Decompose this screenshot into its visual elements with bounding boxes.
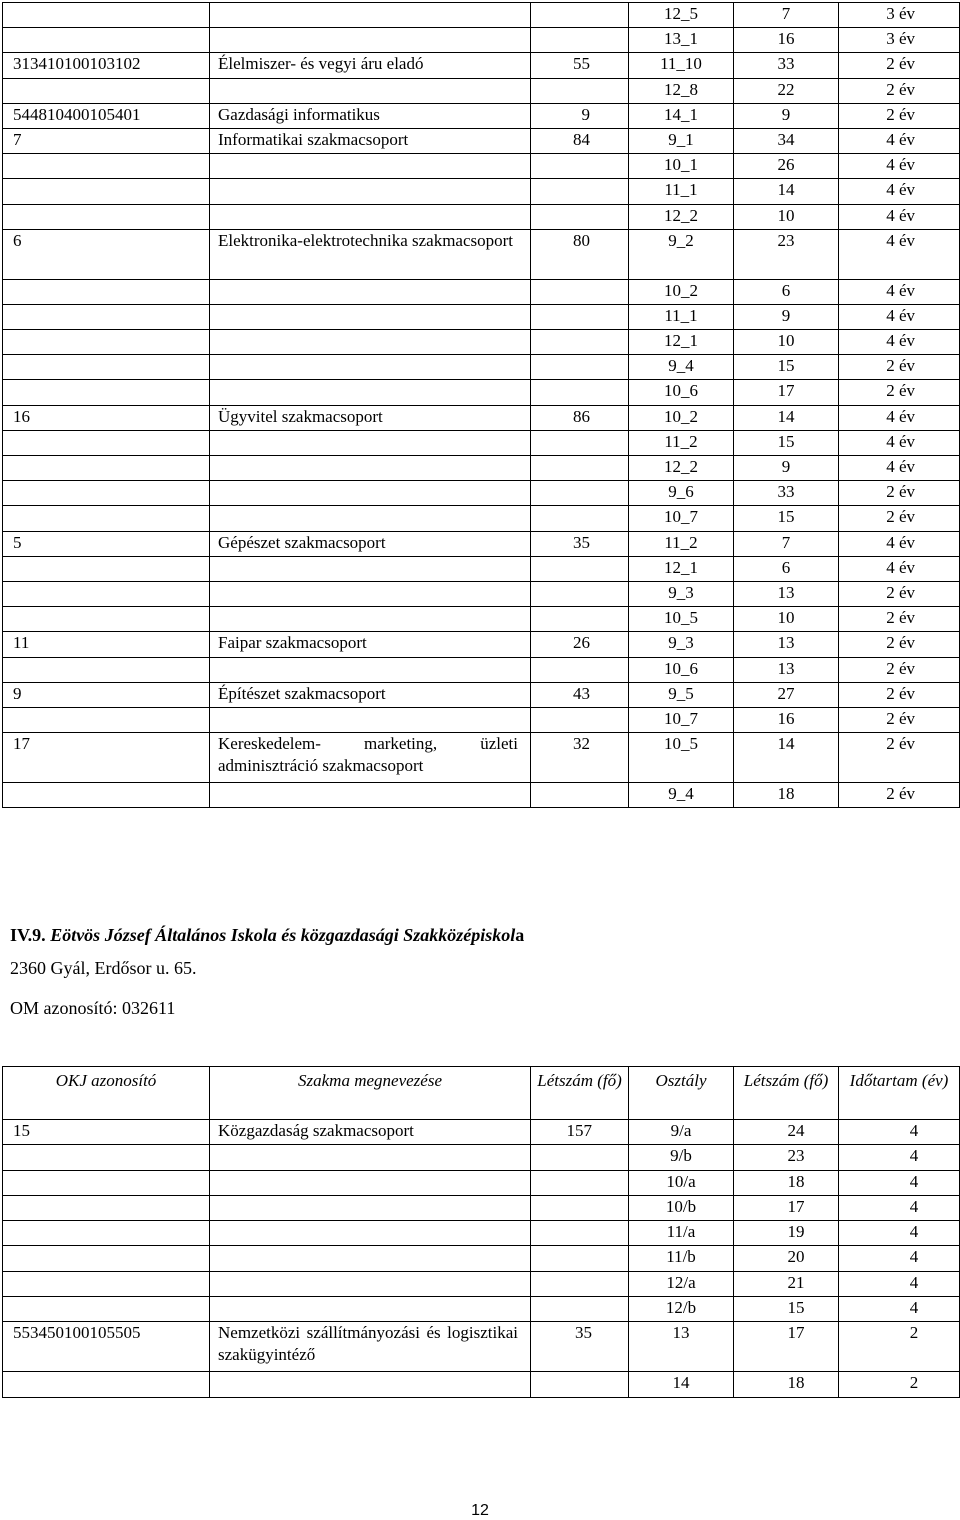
cell-name <box>210 1221 531 1246</box>
cell-class: 9/b <box>629 1145 734 1170</box>
cell-count: 17 <box>734 380 839 405</box>
cell-okj <box>3 1145 210 1170</box>
table-row <box>3 1372 960 1397</box>
cell-duration: 4 év <box>839 456 960 481</box>
cell-duration: 3 év <box>839 3 960 28</box>
cell-duration: 2 év <box>839 481 960 506</box>
cell-okj: 5 <box>3 531 210 556</box>
cell-duration: 2 év <box>839 657 960 682</box>
cell-class: 10_2 <box>629 279 734 304</box>
table-row <box>3 1221 960 1246</box>
table-row <box>3 1297 960 1322</box>
cell-count: 26 <box>734 154 839 179</box>
cell-count: 34 <box>734 128 839 153</box>
cell-duration: 2 év <box>839 607 960 632</box>
cell-total <box>531 1195 629 1220</box>
cell-okj <box>3 783 210 808</box>
cell-total <box>531 456 629 481</box>
cell-class: 10_1 <box>629 154 734 179</box>
cell-class: 9_4 <box>629 783 734 808</box>
table-row <box>3 632 960 657</box>
cell-name <box>210 783 531 808</box>
cell-count: 17 <box>734 1195 839 1220</box>
cell-class: 12_2 <box>629 456 734 481</box>
cell-duration: 2 év <box>839 682 960 707</box>
cell-name: Építészet szakmacsoport <box>210 682 531 707</box>
cell-name: Gépészet szakmacsoport <box>210 531 531 556</box>
cell-okj <box>3 657 210 682</box>
cell-class: 9_4 <box>629 355 734 380</box>
cell-count: 18 <box>734 1372 839 1397</box>
cell-class: 10_6 <box>629 657 734 682</box>
cell-total <box>531 1297 629 1322</box>
cell-duration: 4 év <box>839 430 960 455</box>
cell-count: 9 <box>734 304 839 329</box>
cell-count: 9 <box>734 103 839 128</box>
cell-total <box>531 179 629 204</box>
cell-count: 17 <box>734 1322 839 1372</box>
school-training-table <box>2 1066 960 1398</box>
cell-count: 7 <box>734 531 839 556</box>
table-row <box>3 581 960 606</box>
cell-class: 14_1 <box>629 103 734 128</box>
cell-okj <box>3 3 210 28</box>
cell-okj: 6 <box>3 229 210 279</box>
cell-class: 11_2 <box>629 430 734 455</box>
cell-total <box>531 1145 629 1170</box>
table-row <box>3 28 960 53</box>
om-identifier: OM azonosító: 032611 <box>10 998 176 1018</box>
cell-name <box>210 1271 531 1296</box>
cell-name <box>210 1195 531 1220</box>
table-row <box>3 78 960 103</box>
cell-okj: 16 <box>3 405 210 430</box>
table-row <box>3 733 960 783</box>
cell-okj <box>3 355 210 380</box>
cell-okj: 17 <box>3 733 210 783</box>
cell-total <box>531 330 629 355</box>
cell-total: 35 <box>531 531 629 556</box>
cell-class: 11_1 <box>629 304 734 329</box>
cell-duration: 4 <box>839 1297 960 1322</box>
cell-duration: 4 év <box>839 304 960 329</box>
cell-class: 12_5 <box>629 3 734 28</box>
cell-okj <box>3 1221 210 1246</box>
cell-class: 9_3 <box>629 581 734 606</box>
cell-class: 10_5 <box>629 733 734 783</box>
cell-duration: 4 <box>839 1195 960 1220</box>
cell-count: 22 <box>734 78 839 103</box>
cell-class: 14 <box>629 1372 734 1397</box>
cell-name <box>210 506 531 531</box>
cell-count: 23 <box>734 229 839 279</box>
cell-total <box>531 304 629 329</box>
cell-name <box>210 607 531 632</box>
cell-total <box>531 481 629 506</box>
cell-count: 19 <box>734 1221 839 1246</box>
table-row <box>3 330 960 355</box>
cell-total <box>531 1271 629 1296</box>
cell-okj <box>3 1170 210 1195</box>
cell-count: 20 <box>734 1246 839 1271</box>
cell-total <box>531 1372 629 1397</box>
cell-name: Informatikai szakmacsoport <box>210 128 531 153</box>
cell-duration: 2 év <box>839 581 960 606</box>
table-row <box>3 1120 960 1145</box>
school-address: 2360 Gyál, Erdősor u. 65. <box>10 958 197 978</box>
cell-duration: 4 év <box>839 204 960 229</box>
cell-okj <box>3 607 210 632</box>
cell-okj <box>3 330 210 355</box>
cell-okj: 553450100105505 <box>3 1322 210 1372</box>
cell-class: 12_1 <box>629 330 734 355</box>
table-row <box>3 204 960 229</box>
cell-count: 14 <box>734 733 839 783</box>
table-row <box>3 405 960 430</box>
cell-count: 33 <box>734 53 839 78</box>
cell-okj <box>3 304 210 329</box>
school-name: Eötvös József Általános Iskola és közgazdasági Szakközépiskol <box>50 925 516 945</box>
cell-duration: 2 év <box>839 733 960 783</box>
cell-name <box>210 1246 531 1271</box>
table-row <box>3 783 960 808</box>
cell-name <box>210 179 531 204</box>
cell-total <box>531 28 629 53</box>
cell-count: 24 <box>734 1120 839 1145</box>
cell-total: 80 <box>531 229 629 279</box>
table-row <box>3 556 960 581</box>
table-row <box>3 1246 960 1271</box>
cell-total <box>531 279 629 304</box>
cell-total <box>531 3 629 28</box>
table-row <box>3 1322 960 1372</box>
cell-count: 13 <box>734 657 839 682</box>
col-header-count: Létszám (fő) <box>734 1067 839 1120</box>
cell-class: 11_2 <box>629 531 734 556</box>
cell-total <box>531 707 629 732</box>
cell-count: 18 <box>734 783 839 808</box>
cell-class: 9_6 <box>629 481 734 506</box>
cell-okj <box>3 28 210 53</box>
table-row <box>3 355 960 380</box>
cell-total <box>531 556 629 581</box>
table-row <box>3 531 960 556</box>
section-number: IV.9. <box>10 925 46 945</box>
cell-total <box>531 607 629 632</box>
cell-name <box>210 456 531 481</box>
cell-name <box>210 154 531 179</box>
cell-class: 13 <box>629 1322 734 1372</box>
cell-okj <box>3 1372 210 1397</box>
cell-name <box>210 707 531 732</box>
cell-count: 27 <box>734 682 839 707</box>
cell-total: 86 <box>531 405 629 430</box>
cell-name: Közgazdaság szakmacsoport <box>210 1120 531 1145</box>
cell-duration: 2 év <box>839 103 960 128</box>
cell-duration: 4 év <box>839 154 960 179</box>
cell-okj: 544810400105401 <box>3 103 210 128</box>
table-row <box>3 1170 960 1195</box>
cell-name <box>210 481 531 506</box>
training-table-continued <box>2 2 960 808</box>
cell-class: 10_5 <box>629 607 734 632</box>
cell-okj <box>3 380 210 405</box>
table-row <box>3 380 960 405</box>
cell-class: 10/b <box>629 1195 734 1220</box>
cell-duration: 3 év <box>839 28 960 53</box>
cell-total <box>531 1246 629 1271</box>
cell-duration: 4 év <box>839 179 960 204</box>
cell-total <box>531 1221 629 1246</box>
cell-total: 43 <box>531 682 629 707</box>
cell-name <box>210 330 531 355</box>
cell-count: 10 <box>734 204 839 229</box>
cell-okj: 11 <box>3 632 210 657</box>
table-row <box>3 506 960 531</box>
cell-total <box>531 657 629 682</box>
table-row <box>3 53 960 78</box>
cell-class: 10/a <box>629 1170 734 1195</box>
cell-name <box>210 1145 531 1170</box>
cell-count: 7 <box>734 3 839 28</box>
cell-okj <box>3 78 210 103</box>
cell-okj <box>3 1195 210 1220</box>
cell-name <box>210 78 531 103</box>
cell-okj: 9 <box>3 682 210 707</box>
cell-name: Nemzetközi szállítmányozási és logisztikai szakügyintéző <box>210 1322 531 1372</box>
table-row <box>3 304 960 329</box>
cell-name <box>210 355 531 380</box>
cell-name <box>210 279 531 304</box>
cell-count: 10 <box>734 330 839 355</box>
table-row <box>3 279 960 304</box>
cell-name <box>210 430 531 455</box>
col-header-duration: Időtartam (év) <box>839 1067 960 1120</box>
cell-okj: 7 <box>3 128 210 153</box>
cell-name <box>210 1297 531 1322</box>
cell-okj: 313410100103102 <box>3 53 210 78</box>
cell-name <box>210 380 531 405</box>
cell-name <box>210 304 531 329</box>
cell-name <box>210 556 531 581</box>
cell-total <box>531 581 629 606</box>
cell-class: 11_10 <box>629 53 734 78</box>
table-row <box>3 179 960 204</box>
cell-count: 33 <box>734 481 839 506</box>
cell-count: 13 <box>734 632 839 657</box>
cell-okj <box>3 707 210 732</box>
cell-class: 10_7 <box>629 506 734 531</box>
cell-okj <box>3 1297 210 1322</box>
table-row <box>3 607 960 632</box>
cell-count: 10 <box>734 607 839 632</box>
cell-duration: 2 <box>839 1322 960 1372</box>
table-row <box>3 456 960 481</box>
cell-duration: 4 év <box>839 330 960 355</box>
cell-class: 11_1 <box>629 179 734 204</box>
cell-okj <box>3 1271 210 1296</box>
cell-count: 15 <box>734 430 839 455</box>
cell-class: 9_3 <box>629 632 734 657</box>
cell-duration: 4 <box>839 1271 960 1296</box>
cell-name <box>210 28 531 53</box>
table-row <box>3 3 960 28</box>
cell-count: 16 <box>734 707 839 732</box>
table-row <box>3 682 960 707</box>
table-row <box>3 128 960 153</box>
cell-total <box>531 430 629 455</box>
table-row <box>3 229 960 279</box>
cell-name: Gazdasági informatikus <box>210 103 531 128</box>
cell-class: 9_1 <box>629 128 734 153</box>
cell-name <box>210 1170 531 1195</box>
cell-count: 6 <box>734 279 839 304</box>
cell-duration: 2 év <box>839 506 960 531</box>
cell-total: 32 <box>531 733 629 783</box>
cell-name <box>210 204 531 229</box>
cell-class: 13_1 <box>629 28 734 53</box>
cell-duration: 2 év <box>839 707 960 732</box>
cell-total: 26 <box>531 632 629 657</box>
cell-count: 21 <box>734 1271 839 1296</box>
cell-count: 15 <box>734 1297 839 1322</box>
cell-total <box>531 783 629 808</box>
table-row <box>3 481 960 506</box>
cell-class: 12_2 <box>629 204 734 229</box>
cell-name: Ügyvitel szakmacsoport <box>210 405 531 430</box>
col-header-okj: OKJ azonosító <box>3 1067 210 1120</box>
cell-duration: 4 év <box>839 531 960 556</box>
cell-class: 10_7 <box>629 707 734 732</box>
cell-class: 11/b <box>629 1246 734 1271</box>
table-row <box>3 154 960 179</box>
cell-class: 12/b <box>629 1297 734 1322</box>
cell-duration: 4 év <box>839 405 960 430</box>
cell-duration: 2 év <box>839 53 960 78</box>
school-heading <box>10 922 524 1021</box>
cell-class: 12_8 <box>629 78 734 103</box>
cell-duration: 4 <box>839 1246 960 1271</box>
table-row <box>3 430 960 455</box>
cell-duration: 2 év <box>839 355 960 380</box>
cell-duration: 2 év <box>839 380 960 405</box>
cell-name: Kereskedelem- marketing, üzleti adminisztráció szakmacsoport <box>210 733 531 783</box>
col-header-name: Szakma megnevezése <box>210 1067 531 1120</box>
cell-total <box>531 78 629 103</box>
section-title <box>10 922 524 948</box>
cell-class: 10_2 <box>629 405 734 430</box>
cell-count: 6 <box>734 556 839 581</box>
cell-okj <box>3 430 210 455</box>
cell-count: 14 <box>734 405 839 430</box>
cell-class: 9/a <box>629 1120 734 1145</box>
page-number: 12 <box>471 1502 489 1519</box>
cell-okj <box>3 506 210 531</box>
cell-name <box>210 581 531 606</box>
table-row <box>3 1271 960 1296</box>
header-row <box>3 1067 960 1120</box>
cell-class: 12_1 <box>629 556 734 581</box>
cell-total: 55 <box>531 53 629 78</box>
cell-duration: 4 <box>839 1170 960 1195</box>
cell-duration: 2 <box>839 1372 960 1397</box>
cell-total: 157 <box>531 1120 629 1145</box>
cell-class: 12/a <box>629 1271 734 1296</box>
cell-okj <box>3 556 210 581</box>
cell-duration: 2 év <box>839 783 960 808</box>
col-header-total: Létszám (fő) <box>531 1067 629 1120</box>
cell-total <box>531 204 629 229</box>
table-row <box>3 707 960 732</box>
cell-okj <box>3 154 210 179</box>
cell-count: 14 <box>734 179 839 204</box>
cell-name: Faipar szakmacsoport <box>210 632 531 657</box>
cell-class: 9_2 <box>629 229 734 279</box>
cell-duration: 2 év <box>839 632 960 657</box>
table-row <box>3 1195 960 1220</box>
table-row <box>3 1145 960 1170</box>
cell-okj: 15 <box>3 1120 210 1145</box>
cell-class: 11/a <box>629 1221 734 1246</box>
cell-duration: 2 év <box>839 78 960 103</box>
cell-class: 9_5 <box>629 682 734 707</box>
table-row <box>3 103 960 128</box>
cell-count: 13 <box>734 581 839 606</box>
cell-count: 23 <box>734 1145 839 1170</box>
cell-class: 10_6 <box>629 380 734 405</box>
cell-total <box>531 154 629 179</box>
cell-count: 9 <box>734 456 839 481</box>
cell-okj <box>3 581 210 606</box>
table-row <box>3 657 960 682</box>
cell-total <box>531 1170 629 1195</box>
cell-name <box>210 657 531 682</box>
cell-count: 15 <box>734 506 839 531</box>
cell-total <box>531 355 629 380</box>
cell-duration: 4 <box>839 1145 960 1170</box>
cell-total: 84 <box>531 128 629 153</box>
cell-duration: 4 <box>839 1120 960 1145</box>
cell-okj <box>3 1246 210 1271</box>
cell-total: 9 <box>531 103 629 128</box>
cell-duration: 4 év <box>839 229 960 279</box>
cell-total: 35 <box>531 1322 629 1372</box>
cell-name: Elektronika-elektrotechnika szakmacsoport <box>210 229 531 279</box>
cell-okj <box>3 279 210 304</box>
cell-total <box>531 380 629 405</box>
col-header-class: Osztály <box>629 1067 734 1120</box>
cell-duration: 4 év <box>839 556 960 581</box>
cell-okj <box>3 204 210 229</box>
cell-count: 18 <box>734 1170 839 1195</box>
cell-duration: 4 <box>839 1221 960 1246</box>
cell-okj <box>3 456 210 481</box>
cell-name <box>210 3 531 28</box>
cell-name: Élelmiszer- és vegyi áru eladó <box>210 53 531 78</box>
cell-total <box>531 506 629 531</box>
school-name-tail: a <box>515 925 525 945</box>
cell-count: 15 <box>734 355 839 380</box>
cell-name <box>210 1372 531 1397</box>
cell-duration: 4 év <box>839 128 960 153</box>
cell-count: 16 <box>734 28 839 53</box>
cell-duration: 4 év <box>839 279 960 304</box>
cell-okj <box>3 179 210 204</box>
cell-okj <box>3 481 210 506</box>
